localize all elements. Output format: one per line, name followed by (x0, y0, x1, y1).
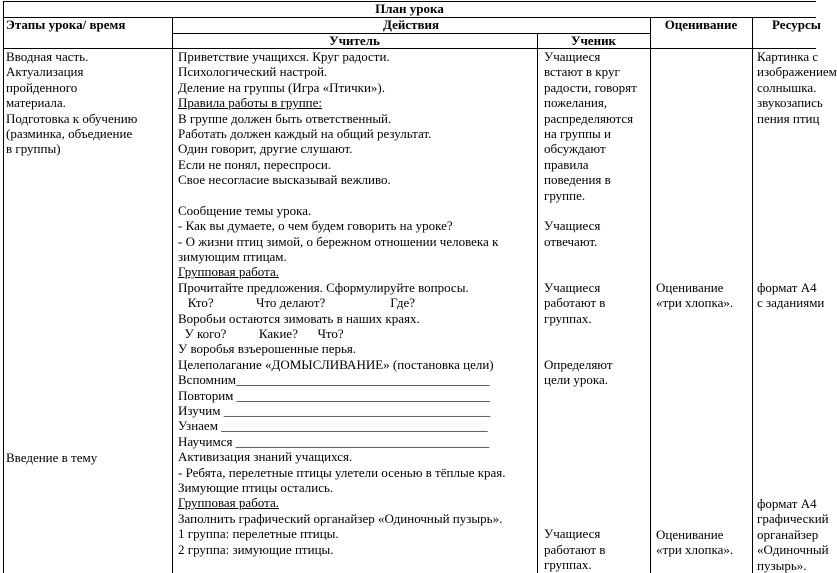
col-divider-left (3, 1, 4, 573)
student-line: Учащиеся (544, 279, 601, 295)
student-line (544, 203, 637, 218)
col-divider-2 (537, 33, 538, 573)
teacher-line: У кого? Какие? Что? (178, 326, 344, 342)
student-line: правила (544, 156, 589, 172)
student-line: группах. (544, 556, 592, 572)
teacher-line: Один говорит, другие слушают. (178, 141, 353, 157)
teacher-line: Деление на группы (Игра «Птички»). (178, 79, 386, 95)
resource-line: с заданиями (757, 295, 825, 311)
teacher-line: Научимся _______________________________________ (178, 433, 490, 449)
teacher-line-group-work: Групповая работа. (178, 264, 279, 280)
evaluation-1 (656, 280, 733, 311)
student-line: группе. (544, 187, 586, 203)
resource-line: Картинка с (757, 49, 819, 64)
resource-line: формат А4 (757, 496, 817, 511)
teacher-line: Кто? Что делают? Где? (178, 295, 415, 311)
stage-intro-line: Вводная часть. (6, 49, 89, 64)
teacher-line: Активизация знаний учащихся. (178, 449, 353, 465)
student-line (544, 326, 637, 341)
teacher-line-rules-heading: Правила работы в группе: (178, 95, 322, 111)
student-line (544, 249, 637, 264)
student-line: отвечают. (544, 233, 598, 249)
student-line: работают в (544, 541, 606, 557)
resource-3 (757, 496, 829, 573)
header-resources: Ресурсы (772, 17, 821, 32)
header-actions: Действия (382, 17, 440, 32)
col-divider-4 (752, 17, 753, 573)
evaluation-line: «три хлопка». (656, 542, 734, 558)
header-evaluation: Оценивание (664, 17, 738, 32)
resource-line: пения птиц (757, 110, 820, 126)
teacher-line (178, 188, 506, 203)
teacher-line: Повторим _______________________________________ (178, 387, 491, 403)
stage-intro-line: материала. (6, 95, 66, 111)
teacher-line: Психологический настрой. (178, 64, 328, 80)
stage-intro-line: Актуализация (6, 64, 84, 80)
student-line: работают в (544, 295, 606, 311)
student-line (544, 480, 637, 495)
resource-line: солнышка. (757, 79, 817, 95)
teacher-line: Узнаем _________________________________________ (178, 418, 488, 434)
teacher-line: 1 группа: перелетные птицы. (178, 526, 339, 542)
col-divider-1 (172, 17, 173, 573)
plan-title: План урока (375, 1, 444, 16)
student-line (544, 434, 637, 449)
teacher-line: Воробьи остаются зимовать в наших краях. (178, 310, 420, 326)
stage-intro-line: в группы) (6, 141, 61, 157)
col-divider-3 (650, 17, 651, 573)
student-line: Учащиеся (544, 526, 601, 542)
stage-intro-line: Подготовка к обучению (6, 110, 138, 126)
resource-line: графический (757, 511, 829, 527)
teacher-line: Заполнить графический органайзер «Одиночный пузырь». (178, 510, 503, 526)
stage-intro (6, 49, 137, 157)
teacher-line: - Ребята, перелетные птицы улетели осенью в тёплые края. (178, 464, 506, 480)
teacher-actions (178, 49, 506, 557)
teacher-line: Целеполагание «ДОМЫСЛИВАНИЕ» (постановка цели) (178, 356, 494, 372)
resource-line: изображением (757, 64, 837, 80)
student-actions (544, 49, 637, 572)
student-line: Учащиеся (544, 218, 601, 234)
student-line (544, 449, 637, 464)
teacher-line: - О жизни птиц зимой, о бережном отношении человека к (178, 233, 499, 249)
teacher-line: Сообщение темы урока. (178, 202, 312, 218)
student-line: группах. (544, 310, 592, 326)
stage-intro-line: (разминка, объедиение (6, 125, 133, 141)
evaluation-line: Оценивание (656, 527, 724, 542)
student-line (544, 341, 637, 356)
student-line: радости, говорят (544, 79, 637, 95)
teacher-line: Работать должен каждый на общий результат. (178, 125, 432, 141)
student-line (544, 403, 637, 418)
resource-line: пузырь». (757, 557, 807, 573)
student-line (544, 511, 637, 526)
resource-line: звукозапись (757, 95, 823, 111)
teacher-line: Приветствие учащихся. Круг радости. (178, 49, 390, 64)
teacher-line: В группе должен быть ответственный. (178, 110, 392, 126)
student-line (544, 465, 637, 480)
resource-2 (757, 280, 824, 311)
teacher-line: Свое несогласие высказывай вежливо. (178, 172, 391, 188)
teacher-line: 2 группа: зимующие птицы. (178, 541, 334, 557)
student-line: цели урока. (544, 372, 609, 388)
teacher-line: Если не понял, переспроси. (178, 156, 332, 172)
student-line: обсуждают (544, 141, 606, 157)
teacher-line: У воробья взъерошенные перья. (178, 341, 357, 357)
evaluation-line: «три хлопка». (656, 295, 734, 311)
student-line (544, 388, 637, 403)
student-line: пожелания, (544, 95, 608, 111)
teacher-line: Прочитайте предложения. Сформулируйте вопросы. (178, 279, 469, 295)
student-line: встают в круг (544, 64, 620, 80)
student-line (544, 264, 637, 279)
teacher-line: Вспомним_______________________________________ (178, 372, 490, 388)
teacher-line: зимующим птицам. (178, 249, 287, 265)
teacher-line: Изучим _________________________________________ (178, 402, 491, 418)
resource-line: органайзер (757, 526, 819, 542)
student-line: Учащиеся (544, 49, 601, 64)
student-line (544, 418, 637, 433)
resource-1 (757, 49, 837, 126)
header-stages: Этапы урока/ время (6, 17, 126, 32)
stage-intro-line: пройденного (6, 79, 78, 95)
student-line: на группы и (544, 125, 611, 141)
student-line: распределяются (544, 110, 634, 126)
header-student: Ученик (570, 33, 617, 48)
teacher-line: - Как вы думаете, о чем будем говорить на уроке? (178, 218, 453, 234)
student-line: Определяют (544, 356, 613, 372)
student-line (544, 495, 637, 510)
header-teacher: Учитель (329, 33, 380, 48)
teacher-line: Зимующие птицы остались. (178, 479, 334, 495)
resource-line: «Одиночный (757, 542, 829, 558)
stage-topic-intro: Введение в тему (6, 450, 98, 465)
student-line: поведения в (544, 172, 611, 188)
resource-line: формат А4 (757, 280, 817, 295)
teacher-line-group-work: Групповая работа. (178, 495, 279, 511)
evaluation-line: Оценивание (656, 280, 724, 295)
evaluation-2 (656, 527, 733, 558)
